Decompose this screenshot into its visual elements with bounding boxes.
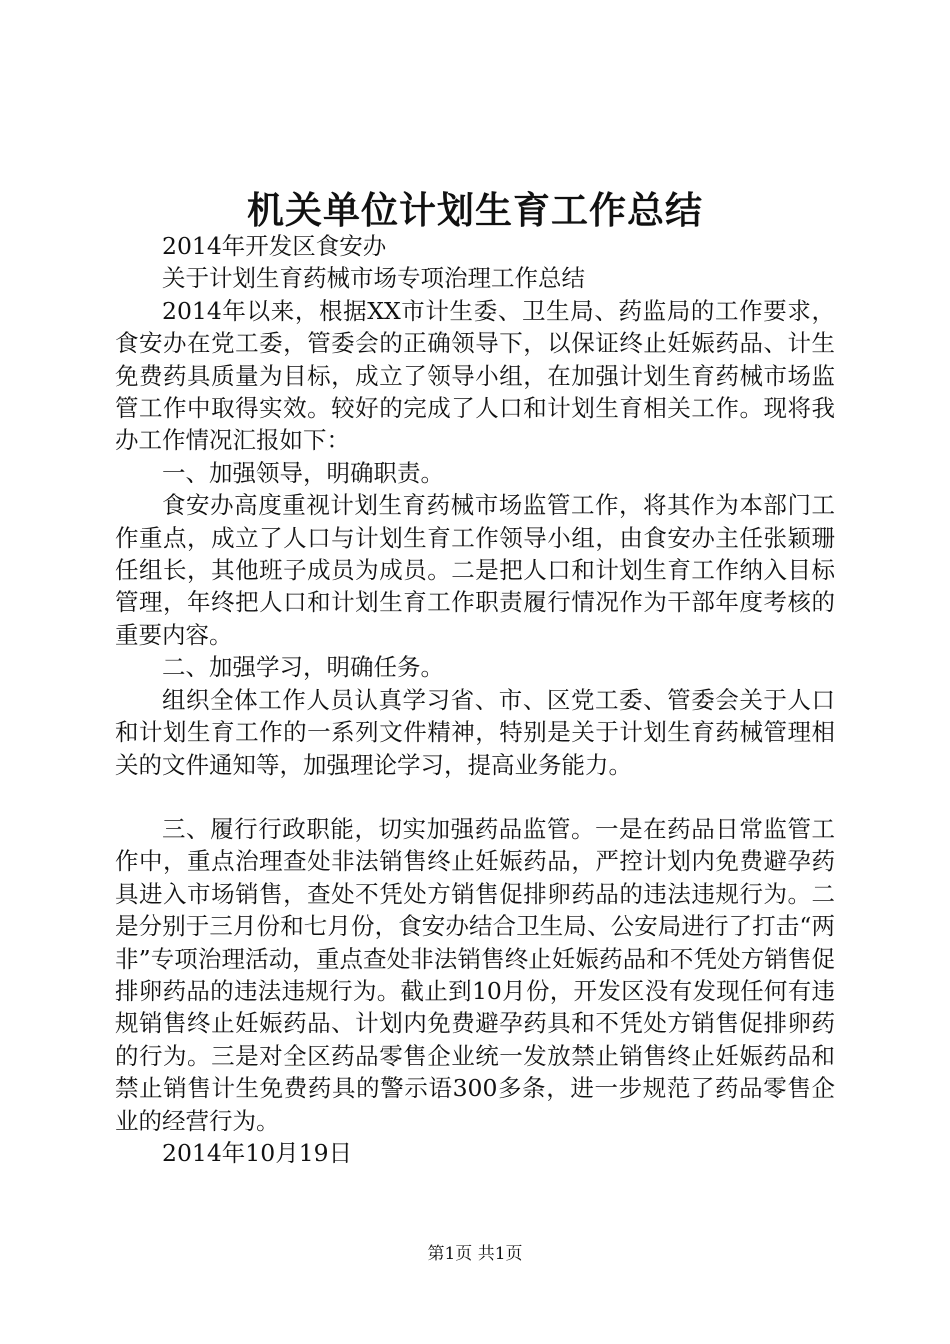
document-title: 机关单位计划生育工作总结 [247, 188, 703, 232]
date-line: 2014年10月19日 [162, 1138, 353, 1167]
issuer-line: 2014年开发区食安办 [162, 232, 387, 260]
section-heading-1: 一、加强领导，明确职责。 [162, 458, 444, 487]
page-footer: 第1页 共1页 [427, 1244, 523, 1264]
paragraph-gap [115, 781, 835, 813]
section-paragraph-2: 组织全体工作人员认真学习省、市、区党工委、管委会关于人口和计划生育工作的一系列文件精神，特别是关于计划生育药械管理相关的文件通知等，加强理论学习，提高业务能力。 [115, 685, 835, 779]
document-body [115, 230, 835, 1169]
section-paragraph-1: 食安办高度重视计划生育药械市场监管工作，将其作为本部门工作重点，成立了人口与计划生育工作领导小组，由食安办主任张颖珊任组长，其他班子成员为成员。二是把人口和计划生育工作纳入目标管理，年终把人口和计划生育工作职责履行情况作为干部年度考核的重要内容。 [115, 491, 835, 649]
subtitle-line: 关于计划生育药械市场专项治理工作总结 [162, 264, 585, 293]
intro-paragraph: 2014年以来，根据XX市计生委、卫生局、药监局的工作要求，食安办在党工委，管委会的正确领导下，以保证终止妊娠药品、计生免费药具质量为目标，成立了领导小组，在加强计划生育药械市场监管工作中取得实效。较好的完成了人口和计划生育相关工作。现将我办工作情况汇报如下： [115, 296, 835, 455]
section-paragraph-3: 三、履行行政职能，切实加强药品监管。一是在药品日常监管工作中，重点治理查处非法销售终止妊娠药品，严控计划内免费避孕药具进入市场销售，查处不凭处方销售促排卵药品的违法违规行为。二是分别于三月份和七月份，食安办结合卫生局、公安局进行了打击“两非”专项治理活动，重点查处非法销售终止妊娠药品和不凭处方销售促排卵药品的违法违规行为。截止到10月份，开发区没有发现任何有违规销售终止妊娠药品、计划内免费避孕药具和不凭处方销售促排卵药的行为。三是对全区药品零售企业统一发放禁止销售终止妊娠药品和禁止销售计生免费药具的警示语300多条，进一步规范了药品零售企业的经营行为。 [115, 814, 835, 1135]
section-heading-2: 二、加强学习，明确任务。 [162, 653, 444, 682]
